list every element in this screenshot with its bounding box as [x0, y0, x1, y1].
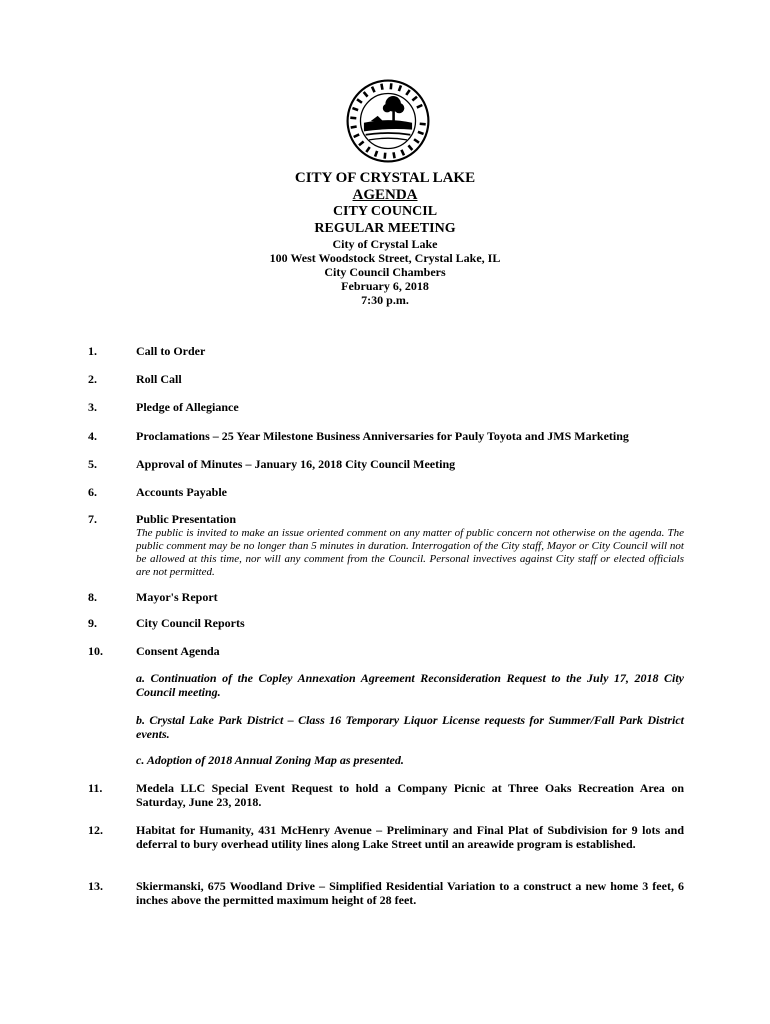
meeting-date: February 6, 2018	[341, 279, 429, 293]
item-text: Habitat for Humanity, 431 McHenry Avenue – Preliminary and Final Plat of Subdivision for 9 lots and deferral to bury overhead utility lines along Lake Street until an areawide program is established.	[136, 823, 684, 851]
item-number: 5.	[88, 457, 97, 471]
item-text: Pledge of Allegiance	[136, 400, 239, 414]
item-text: Proclamations – 25 Year Milestone Business Anniversaries for Pauly Toyota and JMS Marketing	[136, 429, 629, 443]
consent-item: a. Continuation of the Copley Annexation Agreement Reconsideration Request to the July 17, 2018 City Council meeting.	[136, 671, 684, 699]
item-number: 6.	[88, 485, 97, 499]
item-body	[136, 512, 684, 579]
item-text: Approval of Minutes – January 16, 2018 City Council Meeting	[136, 457, 456, 471]
item-text: Consent Agenda	[136, 644, 220, 658]
item-text: Call to Order	[136, 344, 206, 358]
city-seal-logo	[345, 78, 431, 164]
item-number: 13.	[88, 879, 103, 893]
item-text: City Council Reports	[136, 616, 245, 630]
city-title: CITY OF CRYSTAL LAKE	[294, 170, 476, 186]
item-number: 10.	[88, 644, 103, 658]
public-comment-note: The public is invited to make an issue oriented comment on any matter of public concern not otherwise on the agenda. The public comment may be no longer than 5 minutes in duration. Interrogation of the City staff, Mayor or City Council will not be allowed at this time, nor will any comment from the Council. Personal invectives against City staff or elected officials are not permitted.	[136, 527, 684, 578]
item-number: 8.	[88, 590, 97, 604]
item-text: Medela LLC Special Event Request to hold a Company Picnic at Three Oaks Recreation Area on Saturday, June 23, 2018.	[136, 781, 684, 809]
meeting-time: 7:30 p.m.	[361, 293, 409, 307]
item-number: 7.	[88, 512, 97, 526]
consent-item: b. Crystal Lake Park District – Class 16 Temporary Liquor License requests for Summer/Fall Park District events.	[136, 713, 684, 741]
item-text: Public Presentation	[136, 512, 237, 526]
agenda-header	[0, 170, 770, 307]
item-text: Skiermanski, 675 Woodland Drive – Simplified Residential Variation to a construct a new home 3 feet, 6 inches above the permitted maximum height of 28 feet.	[136, 879, 684, 907]
item-number: 4.	[88, 429, 97, 443]
meeting-room: City Council Chambers	[324, 265, 446, 279]
meeting-location: City of Crystal Lake	[332, 237, 438, 251]
meeting-type: REGULAR MEETING	[314, 221, 456, 236]
item-text: Roll Call	[136, 372, 182, 386]
item-number: 2.	[88, 372, 97, 386]
meeting-address: 100 West Woodstock Street, Crystal Lake, IL	[269, 251, 501, 265]
agenda-title: AGENDA	[352, 187, 418, 203]
item-text: Accounts Payable	[136, 485, 227, 499]
item-number: 1.	[88, 344, 97, 358]
item-text: Mayor's Report	[136, 590, 218, 604]
item-number: 11.	[88, 781, 103, 795]
consent-item: c. Adoption of 2018 Annual Zoning Map as presented.	[136, 753, 404, 767]
item-number: 9.	[88, 616, 97, 630]
item-number: 3.	[88, 400, 97, 414]
council-title: CITY COUNCIL	[332, 204, 438, 219]
item-number: 12.	[88, 823, 103, 837]
